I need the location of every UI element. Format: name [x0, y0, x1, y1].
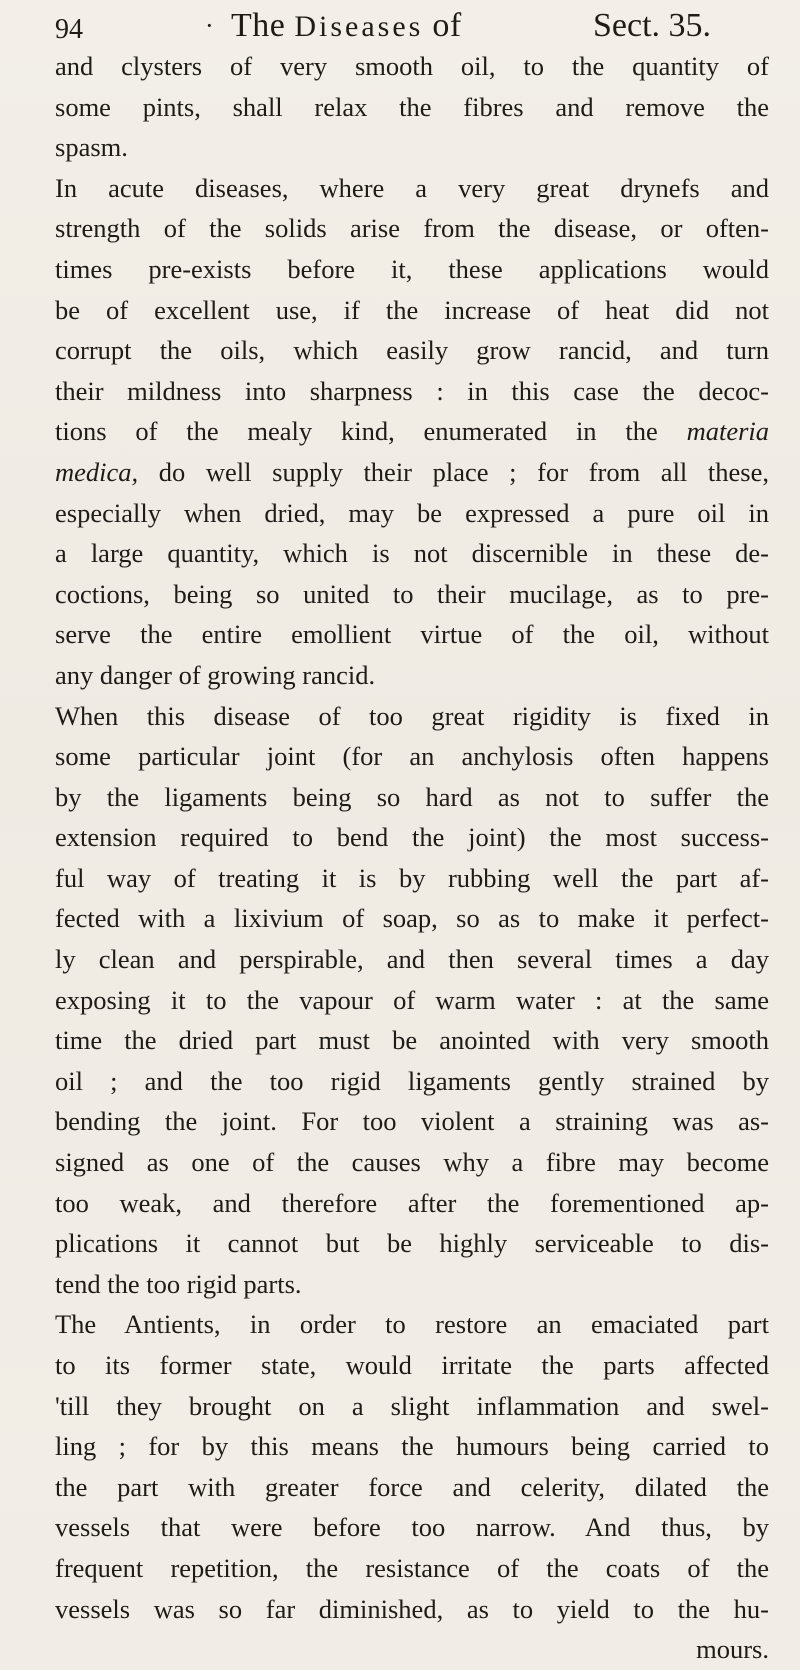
text-line — [55, 1548, 769, 1589]
header-mark: · — [205, 11, 214, 40]
text-line — [55, 533, 769, 574]
text-line — [55, 898, 769, 939]
text-line — [55, 168, 769, 209]
text-line-content: to its former state, would irritate the parts affected — [55, 1350, 769, 1380]
text-line-content: extension required to bend the joint) the most success- — [55, 822, 769, 853]
text-line-content: be of excellent use, if the increase of heat did not — [55, 294, 769, 325]
text-line-content: vessels that were before too narrow. And thus, by — [55, 1512, 769, 1543]
text-line-content: frequent repetition, the resistance of the coats of the — [55, 1552, 769, 1583]
text-line-content: times pre-exists before it, these applications would — [55, 253, 769, 284]
text-line-content: some pints, shall relax the fibres and remove the — [55, 91, 769, 122]
text-line — [55, 330, 769, 371]
text-line — [55, 249, 769, 290]
text-line-content: corrupt the oils, which easily grow rancid, and turn — [55, 335, 769, 366]
text-line-content: a large quantity, which is not discernible in these de- — [55, 538, 769, 569]
text-line-content: bending the joint. For too violent a straining was as- — [55, 1106, 769, 1137]
text-line-content: In acute diseases, where a very great drynefs and — [55, 172, 769, 203]
text-line-content: tend the too rigid parts. — [55, 1268, 302, 1299]
text-line — [55, 939, 769, 980]
text-line — [55, 208, 769, 249]
text-line — [55, 493, 769, 534]
text-line — [55, 696, 769, 737]
running-title-first: The — [231, 7, 286, 44]
text-line — [55, 817, 769, 858]
text-line-content: 'till they brought on a slight inflammation and swel- — [55, 1390, 769, 1421]
text-line-content: signed as one of the causes why a fibre may become — [55, 1147, 769, 1178]
text-line — [55, 1304, 769, 1345]
text-line-content: serve the entire emollient virtue of the oil, without — [55, 619, 769, 650]
text-line — [55, 411, 769, 452]
text-line-content: mours. — [696, 1634, 769, 1665]
text-line-content: time the dried part must be anointed with very smooth — [55, 1025, 769, 1056]
text-line — [55, 980, 769, 1021]
text-line-content: strength of the solids arise from the disease, or often- — [55, 213, 769, 244]
body-text — [55, 46, 769, 1670]
text-line-content: plications it cannot but be highly serviceable to dis- — [55, 1228, 769, 1259]
text-line-content: and clysters of very smooth oil, to the quantity of — [55, 51, 769, 81]
text-line — [55, 127, 769, 168]
running-title-caps: Diseases — [294, 10, 424, 43]
text-line — [55, 452, 769, 493]
text-line-content: their mildness into sharpness : in this case the decoc- — [55, 375, 769, 406]
text-line-content: The Antients, in order to restore an emaciated part — [55, 1309, 769, 1340]
text-line-content: ful way of treating it is by rubbing well the part af- — [55, 862, 769, 893]
text-line — [55, 655, 769, 696]
text-line — [55, 1589, 769, 1630]
text-line-content: ly clean and perspirable, and then several times a day — [55, 944, 769, 975]
text-line — [55, 46, 769, 87]
text-line-content: do well supply their place ; for from all these, — [138, 456, 769, 487]
text-line-content: When this disease of too great rigidity is fixed in — [55, 700, 769, 731]
text-line — [55, 1467, 769, 1508]
text-line — [55, 1061, 769, 1102]
text-line — [55, 290, 769, 331]
text-line — [55, 1386, 769, 1427]
section-label: Sect. 35. — [593, 7, 712, 44]
text-line-content: by the ligaments being so hard as not to suffer the — [55, 781, 769, 812]
text-line — [55, 574, 769, 615]
running-title — [231, 4, 462, 49]
text-line — [55, 1183, 769, 1224]
text-line — [55, 1142, 769, 1183]
text-line-content: fected with a lixivium of soap, so as to make it perfect- — [55, 903, 769, 934]
text-line — [55, 87, 769, 128]
text-line — [55, 1426, 769, 1467]
text-line-content: vessels was so far diminished, as to yield to the hu- — [55, 1593, 769, 1624]
text-line-content: any danger of growing rancid. — [55, 659, 376, 690]
text-line-content: tions of the mealy kind, enumerated in the — [55, 416, 687, 447]
text-line — [55, 736, 769, 777]
text-line-content: especially when dried, may be expressed a pure oil in — [55, 497, 769, 528]
text-line — [55, 1101, 769, 1142]
running-title-last: of — [432, 7, 462, 44]
text-line — [55, 1507, 769, 1548]
text-line — [55, 614, 769, 655]
text-line-content: ling ; for by this means the humours being carried to — [55, 1431, 769, 1462]
text-line — [55, 858, 769, 899]
italic-term: medica, — [55, 456, 139, 487]
text-line-content: exposing it to the vapour of warm water : at the same — [55, 984, 769, 1015]
italic-term: materia — [686, 416, 769, 447]
text-line — [55, 1629, 769, 1670]
text-line — [55, 1345, 769, 1386]
text-line — [55, 371, 769, 412]
text-line-content: oil ; and the too rigid ligaments gently strained by — [55, 1065, 769, 1096]
text-line-content: coctions, being so united to their mucilage, as to pre- — [55, 578, 769, 609]
text-line — [55, 1264, 769, 1305]
running-header — [55, 4, 775, 48]
text-line — [55, 777, 769, 818]
text-line-content: the part with greater force and celerity, dilated the — [55, 1471, 769, 1502]
text-line — [55, 1020, 769, 1061]
page-number: 94 — [55, 14, 83, 45]
text-line-content: some particular joint (for an anchylosis often happens — [55, 741, 769, 772]
text-line-content: too weak, and therefore after the forementioned ap- — [55, 1187, 769, 1218]
text-line — [55, 1223, 769, 1264]
text-line-content: spasm. — [55, 132, 128, 163]
